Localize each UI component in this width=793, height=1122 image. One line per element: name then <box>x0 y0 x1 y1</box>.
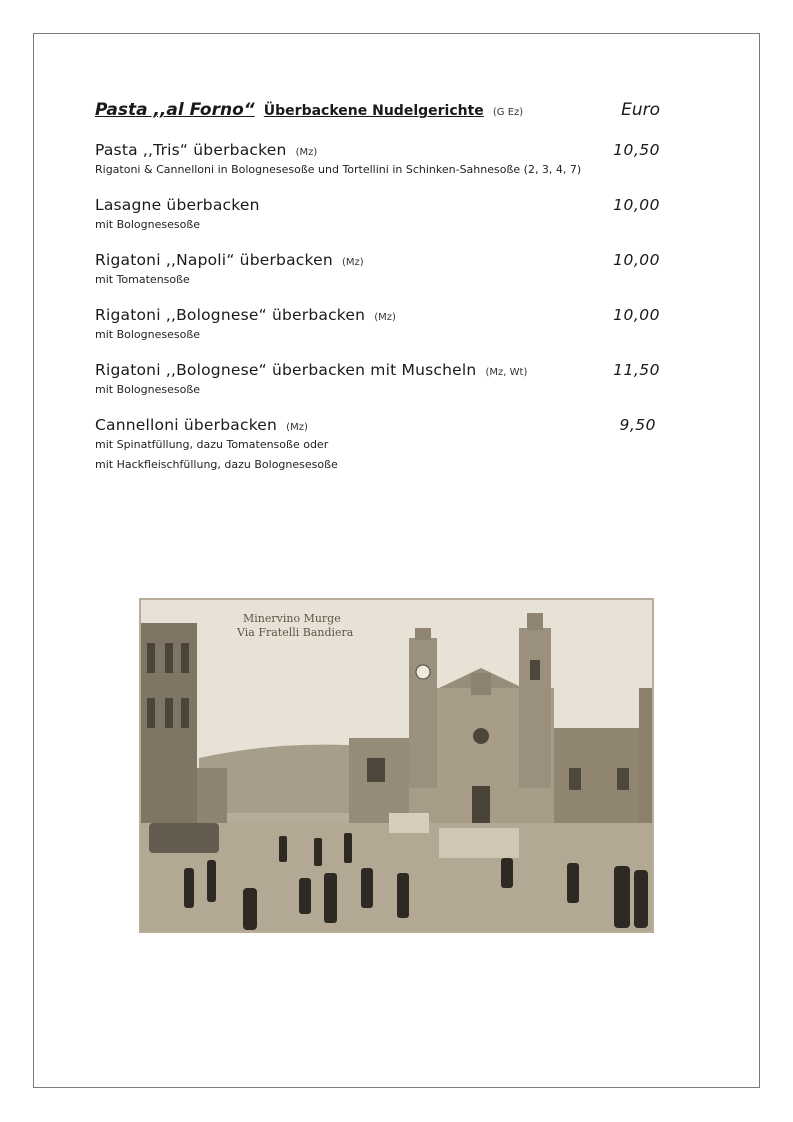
item-price: 10,00 <box>613 196 660 214</box>
item-price: 9,50 <box>619 416 656 434</box>
item-name: Pasta ,,Tris“ überbacken <box>95 141 287 159</box>
postcard-caption-line2: Via Fratelli Bandiera <box>237 626 354 639</box>
menu-title-allergens: (G Ez) <box>492 107 524 118</box>
item-description: Rigatoni & Cannelloni in Bolognesesoße und Tortellini in Schinken-Sahnesoße (2, 3, 4, 7) <box>95 163 582 176</box>
item-allergens: (Mz) <box>286 422 308 433</box>
menu-item <box>95 360 660 401</box>
item-description: mit Bolognesesoße <box>95 383 201 396</box>
menu-section <box>95 100 660 476</box>
menu-item <box>95 415 660 476</box>
item-description: mit Tomatensoße <box>95 273 190 286</box>
item-description: mit Hackfleischfüllung, dazu Bolognesesoße <box>95 458 338 471</box>
menu-header <box>95 100 660 126</box>
item-description: mit Bolognesesoße <box>95 218 201 231</box>
town-square-illustration <box>139 598 654 933</box>
menu-heading <box>95 100 523 120</box>
item-price: 10,00 <box>613 251 660 269</box>
item-description: mit Bolognesesoße <box>95 328 201 341</box>
item-allergens: (Mz) <box>295 147 318 158</box>
item-price: 10,00 <box>613 306 660 324</box>
vintage-postcard-photo <box>139 598 654 933</box>
currency-label: Euro <box>621 100 660 120</box>
item-allergens: (Mz) <box>341 257 364 268</box>
menu-item <box>95 195 660 236</box>
menu-title: Pasta ,,al Forno“ <box>95 100 255 120</box>
menu-subtitle: Überbackene Nudelgerichte <box>263 103 484 119</box>
postcard-caption <box>237 612 353 640</box>
item-name: Rigatoni ,,Bolognese“ überbacken <box>95 306 366 324</box>
item-description: mit Spinatfüllung, dazu Tomatensoße oder <box>95 438 329 451</box>
item-allergens: (Mz, Wt) <box>485 367 528 378</box>
menu-item <box>95 305 660 346</box>
menu-item <box>95 140 660 181</box>
item-name: Cannelloni überbacken <box>95 416 278 434</box>
item-name: Rigatoni ,,Napoli“ überbacken <box>95 251 333 269</box>
item-allergens: (Mz) <box>374 312 396 323</box>
postcard-caption-line1: Minervino Murge <box>243 612 341 625</box>
item-name: Lasagne überbacken <box>95 196 260 214</box>
menu-item <box>95 250 660 291</box>
item-price: 11,50 <box>613 361 660 379</box>
item-name: Rigatoni ,,Bolognese“ überbacken mit Muscheln <box>95 361 477 379</box>
item-price: 10,50 <box>613 141 660 159</box>
